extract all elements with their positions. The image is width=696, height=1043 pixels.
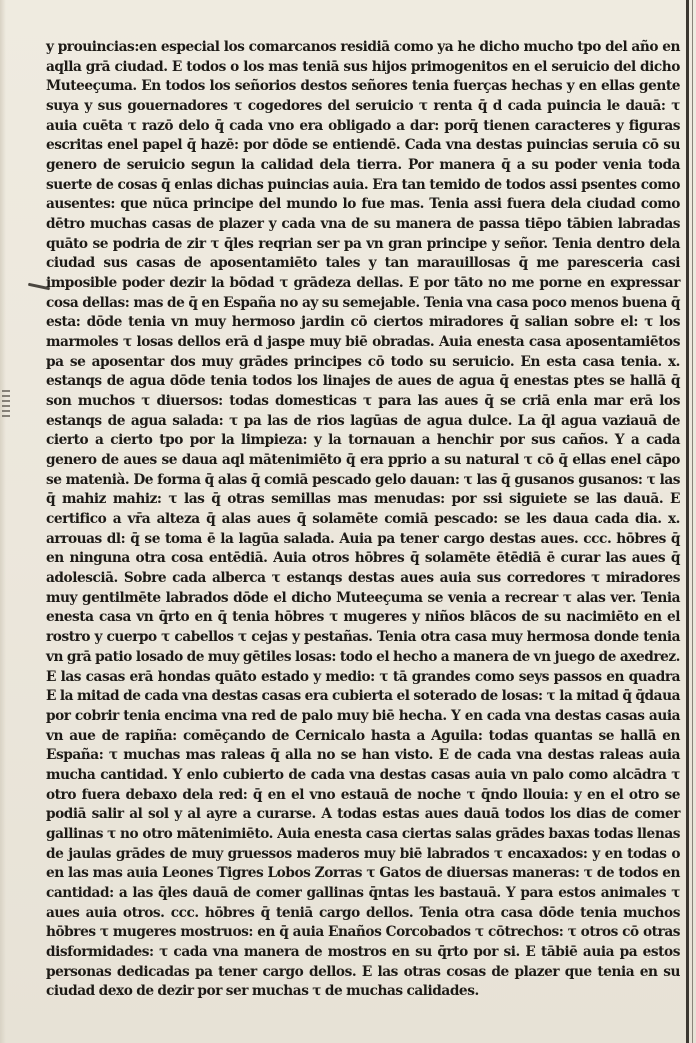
- page-gutter-shadow: [0, 0, 6, 1043]
- right-margin-rule-thin: [692, 0, 693, 1043]
- body-text: y prouincias:en especial los comarcanos residiā como ya he dicho mucho tpo del año en aqlla grā ciudad. E todos o los mas teniā sus hijos primogenitos en el seruicio del dicho Muteeçuma. En todos los señorios destos señores tenia fuerças hechas y en ellas gente suya y sus gouernadores τ cogedores del seruicio τ renta q̄ d cada puincia le dauā: τ auia cuēta τ razō delo q̄ cada vno era obligado a dar: porq̄ tienen caracteres y figuras escritas enel papel q̄ hazē: por dōde se entiendē. Cada vna destas puincias seruia cō su genero de seruicio segun la calidad dela tierra. Por manera q̄ a su poder venia toda suerte de cosas q̄ enlas dichas puincias auia. Era tan temido de todos assi psentes como ausentes: que nūca principe del mundo lo fue mas. Tenia assi fuera dela ciudad como dētro muchas casas de plazer y cada vna de su manera de passa tiēpo tābien labradas quāto se podria de zir τ q̄les reqrian ser pa vn gran principe y señor. Tenia dentro dela ciudad sus casas de aposentamiēto tales y tan marauillosas q̄ me paresceria casi imposible poder dezir la bōdad τ grādeza dellas. E por tāto no me porne en expressar cosa dellas: mas de q̄ en España no ay su semejable. Tenia vna casa poco menos buena q̄ esta: dōde tenia vn muy hermoso jardin cō ciertos miradores q̄ salian sobre el: τ los marmoles τ losas dellos erā d jaspe muy biē obradas. Auia enesta casa aposentamiētos pa se aposentar dos muy grādes principes cō todo su seruicio. En esta casa tenia. x. estanqs de agua dōde tenia todos los linajes de aues de agua q̄ enestas ptes se hallā q̄ son muchos τ diuersos: todas domesticas τ para las aues q̄ se criā enla mar erā los estanqs de agua salada: τ pa las de rios lagūas de agua dulce. La q̄l agua vaziauā de cierto a cierto tpo por la limpieza: y la tornauan a henchir por sus caños. Y a cada genero de aues se daua aql mātenimiēto q̄ era pprio a su natural τ cō q̄ ellas enel cāpo se matenià. De forma q̄ alas q̄ comiā pescado gelo dauan: τ las q̄ gusanos gusanos: τ las q̄ mahiz mahiz: τ las q̄ otras semillas mas menudas: por ssi siguiete se las dauā. E certifico a vr̄a alteza q̄ alas aues q̄ solamēte comiā pescado: se les daua cada dia. x. arrouas dl: q̄ se toma ē la lagūa salada. Auia pa tener cargo destas aues. ccc. hōbres q̄ en ninguna otra cosa entēdiā. Auia otros hōbres q̄ solamēte ētēdiā ē curar las aues q̄ adolesciā. Sobre cada alberca τ estanqs destas aues auia sus corredores τ miradores muy gentilmēte labrados dōde el dicho Muteeçuma se venia a recrear τ alas ver. Tenia enesta casa vn q̄rto en q̄ tenia hōbres τ mugeres y niños blācos de su nacimiēto en el rostro y cuerpo τ cabellos τ cejas y pestañas. Tenia otra casa muy hermosa donde tenia vn grā patio losado de muy gētiles losas: todo el hecho a manera de vn juego de axedrez. E las casas erā hondas quāto estado y medio: τ tā grandes como seys passos en quadra E la mitad de cada vna destas casas era cubierta el soterado de losas: τ la mitad q̄ q̄daua por cobrir tenia encima vna red de palo muy biē hecha. Y en cada vna destas casas auia vn aue de rapiña: comēçando de Cernicalo hasta a Aguila: todas quantas se hallā en España: τ muchas mas raleas q̄ alla no se han visto. E de cada vna destas raleas auia mucha cantidad. Y enlo cubierto de cada vna destas casas auia vn palo como alcādra τ otro fuera debaxo dela red: q̄ en el vno estauā de noche τ q̄ndo llouia: y en el otro se podiā salir al sol y al ayre a curarse. A todas estas aues dauā todos los dias de comer gallinas τ no otro mātenimiēto. Auia enesta casa ciertas salas grādes baxas todas llenas de jaulas grādes de muy gruessos maderos muy biē labrados τ encaxados: y en todas o en las mas auia Leones Tigres Lobos Zorras τ Gatos de diuersas maneras: τ de todos en cantidad: a las q̄les dauā de comer gallinas q̄ntas les bastauā. Y para estos animales τ aues auia otros. ccc. hōbres q̄ teniā cargo dellos. Tenia otra casa dōde tenia muchos hōbres τ mugeres mostruos: en q̄ auia Enaños Corcobados τ cōtrechos: τ otros cō otras disformidades: τ cada vna manera de mostros en su q̄rto por si. E tābiē auia pa estos personas dedicadas pa tener cargo dellos. E las otras cosas de plazer que tenia en su ciudad dexo de dezir por ser muchas τ de muchas calidades.: [46, 39, 680, 1000]
- right-margin-rule: [686, 0, 689, 1043]
- margin-ink-specks: [2, 390, 10, 418]
